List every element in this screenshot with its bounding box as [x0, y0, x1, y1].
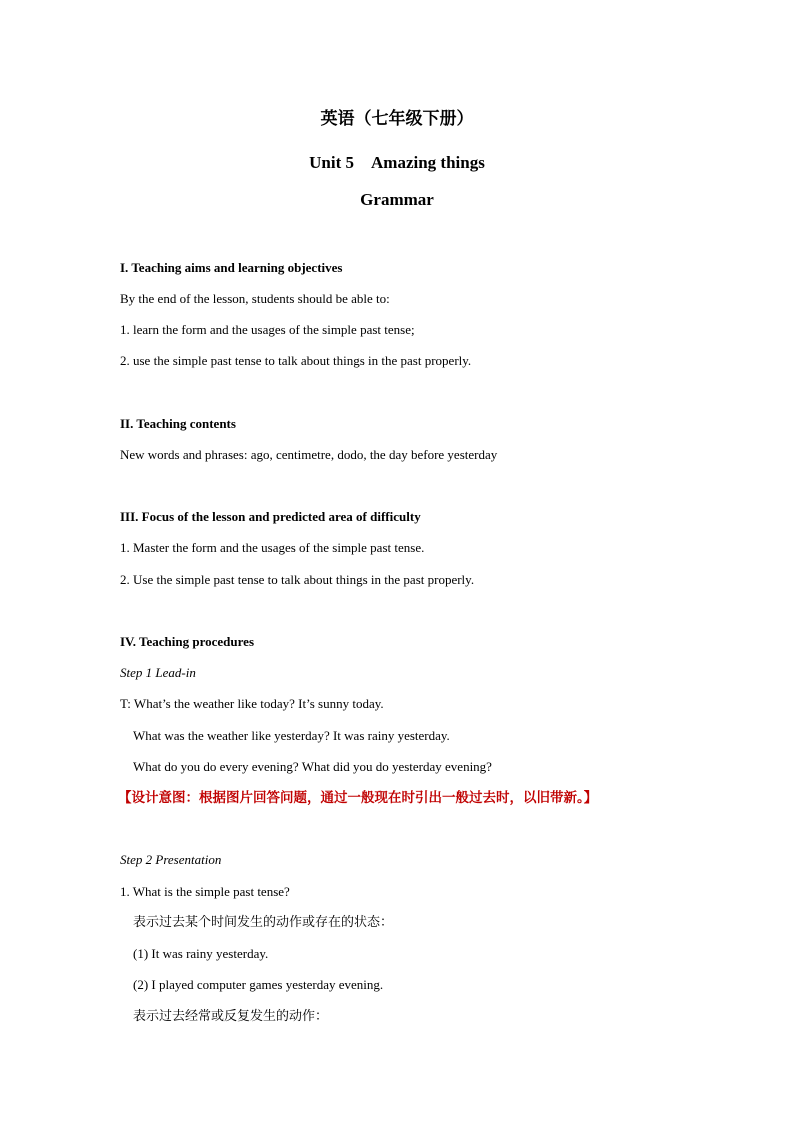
procedures-heading: IV. Teaching procedures [120, 634, 255, 649]
aims-intro: By the end of the lesson, students should be able to: [120, 291, 390, 306]
step2-example-2: (2) I played computer games yesterday evening. [133, 977, 384, 992]
step2-title: Step 2 Presentation [120, 852, 222, 867]
focus-item-2: 2. Use the simple past tense to talk about things in the past properly. [120, 572, 475, 587]
step2-example-1: (1) It was rainy yesterday. [133, 946, 269, 961]
title-chinese: 英语（七年级下册） [320, 109, 474, 129]
step1-line-3: What do you do every evening? What did you do yesterday evening? [133, 759, 492, 774]
step2-question-1: 1. What is the simple past tense? [120, 884, 290, 899]
step1-line-1: T: What’s the weather like today? It’s sunny today. [120, 696, 384, 711]
step1-title: Step 1 Lead-in [120, 665, 196, 680]
aims-item-2: 2. use the simple past tense to talk about things in the past properly. [120, 353, 472, 368]
contents-text: New words and phrases: ago, centimetre, dodo, the day before yesterday [120, 447, 498, 462]
focus-heading: III. Focus of the lesson and predicted area of difficulty [120, 509, 421, 524]
design-note: 【设计意图：根据图片回答问题，通过一般现在时引出一般过去时，以旧带新。】 [118, 790, 598, 806]
step2-usage-1: 表示过去某个时间发生的动作或存在的状态： [133, 915, 394, 930]
step1-line-2: What was the weather like yesterday? It was rainy yesterday. [133, 728, 450, 743]
unit-title: Unit 5 Amazing things [309, 153, 485, 172]
section-title: Grammar [360, 190, 434, 209]
contents-heading: II. Teaching contents [120, 416, 236, 431]
focus-item-1: 1. Master the form and the usages of the simple past tense. [120, 540, 425, 555]
aims-heading: I. Teaching aims and learning objectives [120, 260, 343, 275]
step2-usage-2: 表示过去经常或反复发生的动作： [133, 1009, 329, 1024]
aims-item-1: 1. learn the form and the usages of the simple past tense; [120, 322, 415, 337]
